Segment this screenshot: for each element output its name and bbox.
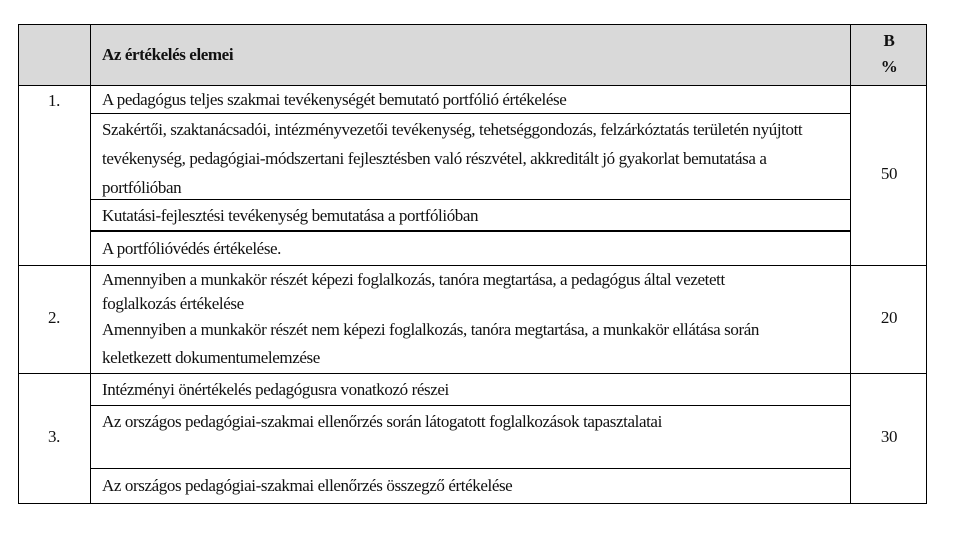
header-percent-label: % <box>880 57 898 76</box>
group-2-item: Amennyiben a munkakör részét nem képezi foglalkozás, tanóra megtartása, a munkakör ellátása során keletkezett dokumentumelemzése <box>102 320 759 367</box>
group-1-weight: 50 <box>850 85 927 265</box>
group-2-number: 2. <box>18 265 90 373</box>
header-number-cell <box>18 24 90 85</box>
group-2-weight: 20 <box>850 265 927 373</box>
header-elements-label: Az értékelés elemei <box>102 45 234 64</box>
group-3-number: 3. <box>18 373 90 503</box>
group-1-item: Szakértői, szaktanácsadói, intézményvezetői tevékenység, tehetséggondozás, felzárkóztatás területén nyújtott tevékenység, pedagógiai-módszertani fejlesztésben való részvétel, akkreditált jó gyakorlat bemutatása a portfólióban <box>90 113 851 199</box>
group-3-item: Az országos pedagógiai-szakmai ellenőrzés során látogatott foglalkozások tapasztalatai <box>90 405 851 468</box>
group-1-number: 1. <box>18 85 90 265</box>
group-1-item: Kutatási-fejlesztési tevékenység bemutatása a portfólióban <box>90 199 851 230</box>
header-weight-label: B <box>883 31 895 50</box>
group-2-item: Amennyiben a munkakör részét képezi foglalkozás, tanóra megtartása, a pedagógus által vezetett foglalkozás értékelése <box>102 270 725 313</box>
group-1-item: A pedagógus teljes szakmai tevékenységét bemutató portfólió értékelése <box>90 85 851 113</box>
group-3-item: Az országos pedagógiai-szakmai ellenőrzés összegző értékelése <box>90 468 851 503</box>
group-1-item: A portfólióvédés értékelése. <box>90 230 851 265</box>
group-2-items <box>90 265 851 373</box>
group-3-item: Intézményi önértékelés pedagógusra vonatkozó részei <box>90 373 851 405</box>
group-3-weight: 30 <box>850 373 927 503</box>
header-elements-cell <box>90 24 851 85</box>
header-weight-cell <box>850 24 927 85</box>
